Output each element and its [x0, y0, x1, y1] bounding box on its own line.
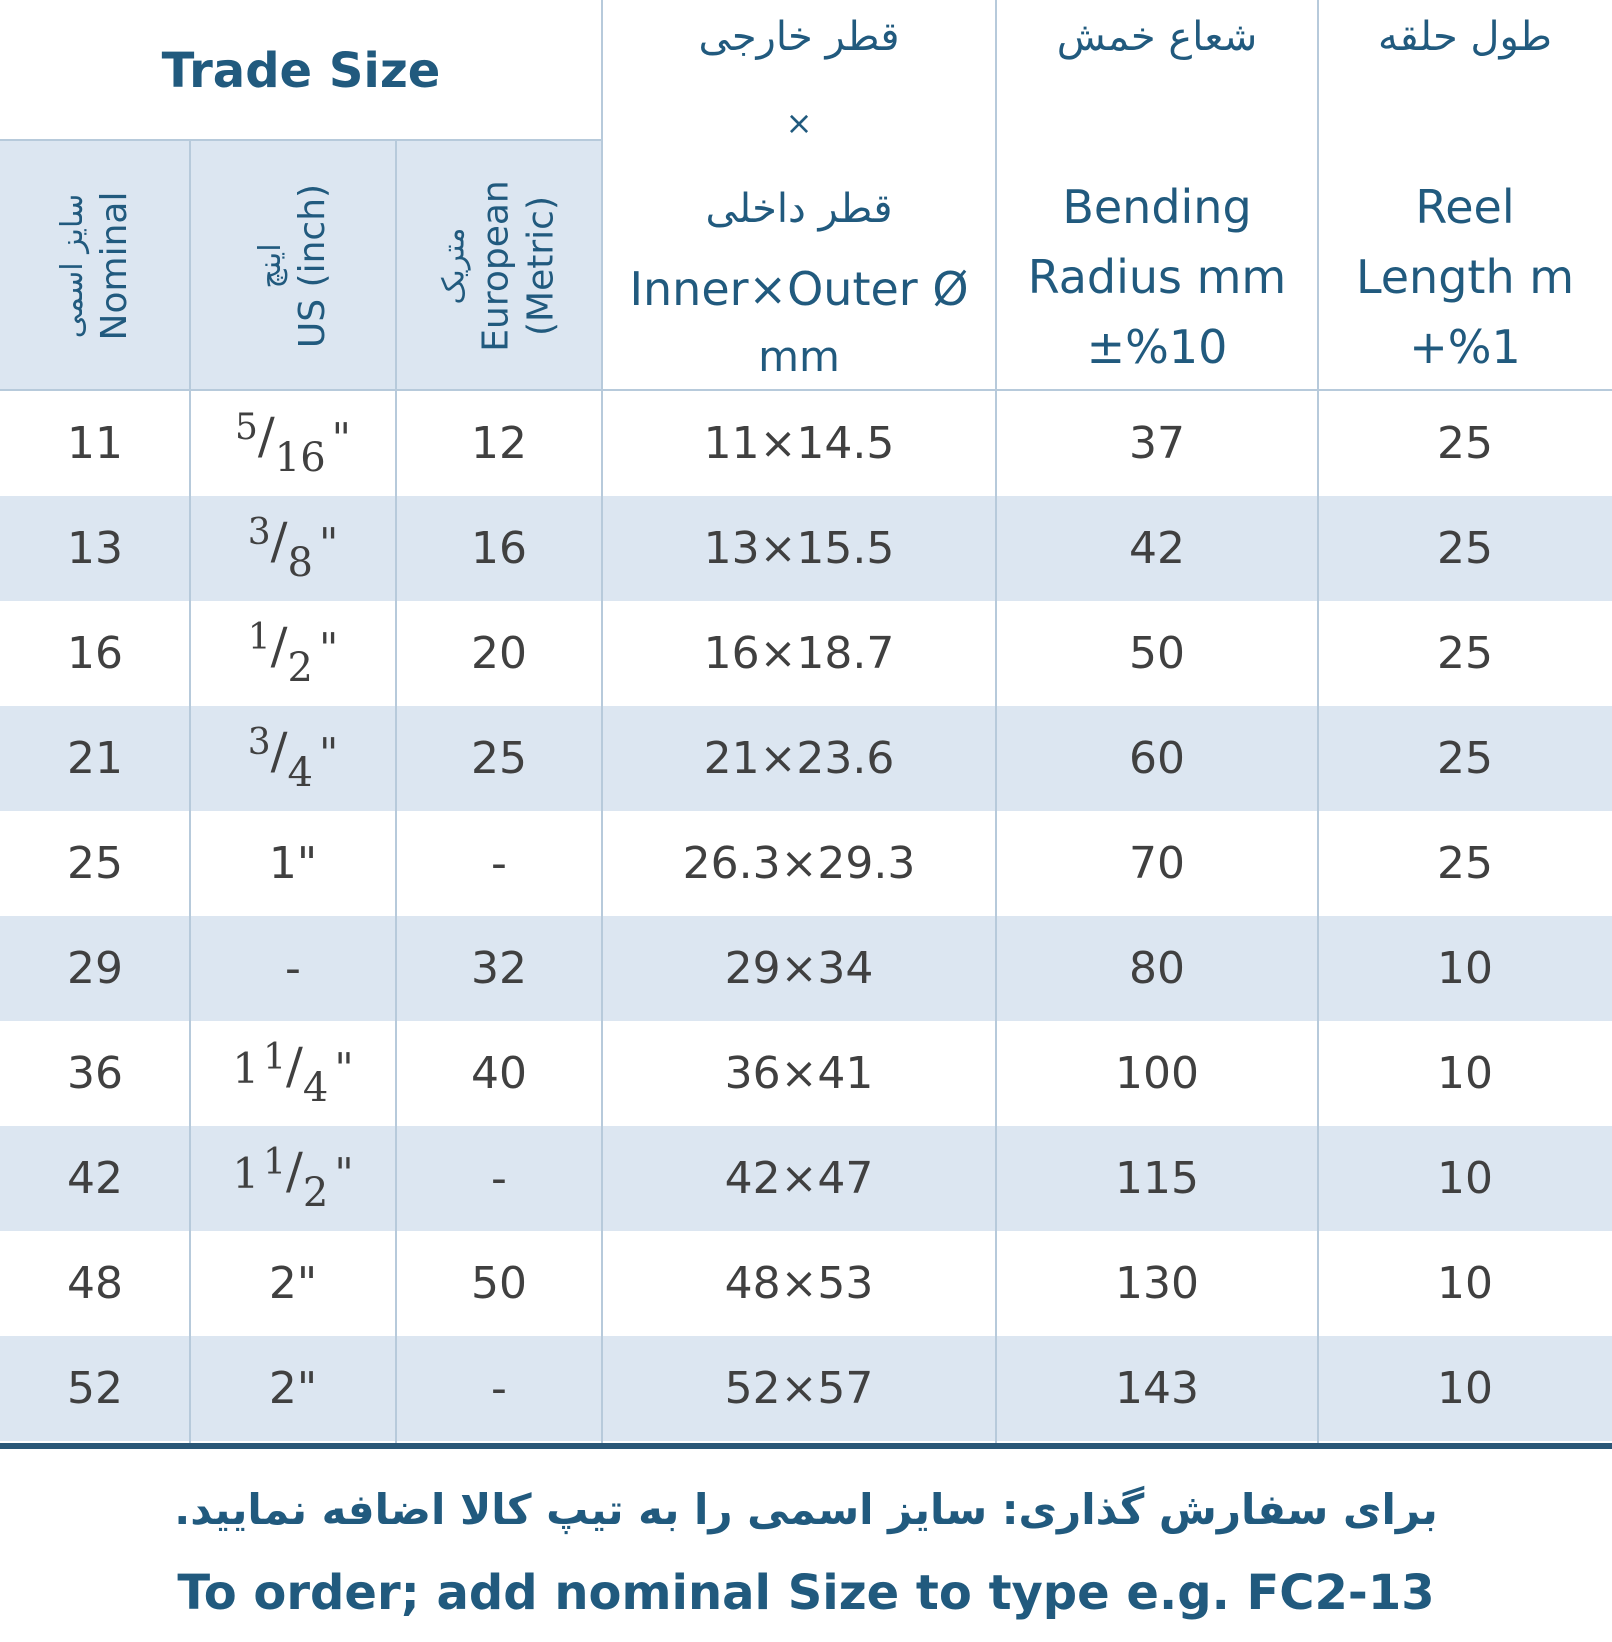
metric-cell: 50	[471, 1258, 527, 1309]
table-row	[0, 811, 1612, 916]
diameter-cell: 11×14.5	[703, 418, 895, 469]
column-divider	[189, 141, 191, 1447]
bending-header-en-1: Bending	[1062, 180, 1252, 234]
nominal-cell: 11	[67, 418, 123, 469]
table-row	[0, 496, 1612, 601]
reel-length-cell: 25	[1437, 418, 1493, 469]
reel-header-en-2: Length m	[1355, 250, 1575, 304]
trade-size-divider	[0, 139, 602, 141]
bending-radius-cell: 100	[1115, 1048, 1199, 1099]
us-inch-cell: 1"	[268, 838, 318, 889]
inch-mark: "	[331, 413, 351, 463]
order-note-fa: برای سفارش گذاری: سایز اسمی را به تیپ کالا اضافه نمایید.	[174, 1485, 1438, 1534]
diameter-cell: 36×41	[724, 1048, 874, 1099]
diameter-header	[602, 0, 996, 391]
bending-radius-cell: 115	[1115, 1153, 1199, 1204]
reel-length-cell: 10	[1437, 1258, 1493, 1309]
fraction-slash: /	[270, 511, 288, 570]
bending-header-en-3: ±%10	[1086, 320, 1228, 374]
fraction-denominator: 8	[287, 539, 313, 586]
inch-mark: "	[318, 518, 339, 568]
reel-length-header	[1318, 0, 1612, 391]
reel-header-fa: طول حلقه	[1378, 14, 1552, 60]
inch-mark: "	[334, 1043, 354, 1093]
nominal-cell: 25	[67, 838, 123, 889]
inch-mark: "	[318, 728, 339, 778]
diameter-cell: 26.3×29.3	[682, 838, 916, 889]
diameter-header-fa-outer: قطر خارجی	[698, 14, 900, 60]
diameter-header-fa-inner: قطر داخلی	[705, 186, 893, 232]
inch-fraction	[232, 1142, 353, 1216]
bending-radius-cell: 37	[1129, 418, 1185, 469]
metric-cell: -	[491, 1363, 507, 1414]
diameter-cell: 42×47	[724, 1153, 874, 1204]
us-inch-cell	[190, 1021, 396, 1126]
reel-length-cell: 10	[1437, 1153, 1493, 1204]
diameter-cell: 13×15.5	[703, 523, 895, 574]
nominal-cell: 36	[67, 1048, 123, 1099]
table-row	[0, 706, 1612, 811]
diameter-cell: 16×18.7	[703, 628, 895, 679]
column-divider	[395, 141, 397, 1447]
us-inch-cell: 2"	[268, 1258, 318, 1309]
table-row	[0, 601, 1612, 706]
fraction-numerator: 3	[247, 511, 271, 553]
nominal-header	[0, 141, 190, 391]
column-divider	[601, 0, 603, 1447]
us-inch-cell: -	[285, 943, 301, 994]
reel-length-cell: 25	[1437, 628, 1493, 679]
us-inch-cell: 2"	[268, 1363, 318, 1414]
us-inch-header-fa: اینچ	[252, 243, 288, 289]
reel-length-cell: 25	[1437, 523, 1493, 574]
diameter-cell: 21×23.6	[703, 733, 895, 784]
metric-header-fa: متریک	[436, 227, 472, 305]
inch-fraction	[248, 722, 339, 796]
fraction-slash: /	[257, 406, 275, 465]
metric-cell: -	[491, 1153, 507, 1204]
fraction-whole: 1	[232, 1043, 260, 1093]
bending-radius-cell: 70	[1129, 838, 1185, 889]
diameter-cell: 52×57	[724, 1363, 874, 1414]
table-row	[0, 391, 1612, 496]
metric-cell: 16	[471, 523, 527, 574]
table-bottom-rule	[0, 1443, 1612, 1449]
fraction-denominator: 16	[274, 434, 326, 481]
metric-header-en-2: (Metric)	[519, 195, 561, 337]
reel-length-cell: 10	[1437, 1048, 1493, 1099]
bending-radius-cell: 80	[1129, 943, 1185, 994]
fraction-denominator: 4	[287, 749, 313, 796]
column-divider	[995, 0, 997, 1447]
order-note-en: To order; add nominal Size to type e.g. FC2-13	[177, 1565, 1435, 1621]
metric-header-en-1: European	[474, 180, 516, 352]
fraction-slash: /	[270, 721, 288, 780]
bending-radius-cell: 143	[1115, 1363, 1199, 1414]
metric-cell: -	[491, 838, 507, 889]
fraction-numerator: 1	[247, 616, 271, 658]
table-row	[0, 1336, 1612, 1441]
bending-radius-cell: 50	[1129, 628, 1185, 679]
nominal-cell: 42	[67, 1153, 123, 1204]
fraction-slash: /	[270, 616, 288, 675]
reel-header-en-3: +%1	[1409, 320, 1521, 374]
bending-header-en-2: Radius mm	[1027, 250, 1287, 304]
table-row	[0, 1021, 1612, 1126]
metric-cell: 20	[471, 628, 527, 679]
bending-radius-header	[996, 0, 1318, 391]
fraction-whole: 1	[232, 1148, 260, 1198]
reel-header-en-1: Reel	[1415, 180, 1515, 234]
diameter-header-en-1: Inner×Outer Ø	[629, 262, 969, 316]
european-metric-header	[396, 141, 602, 391]
metric-cell: 40	[471, 1048, 527, 1099]
fraction-slash: /	[286, 1141, 303, 1200]
table-row	[0, 916, 1612, 1021]
us-inch-header	[190, 141, 396, 391]
table-row	[0, 1126, 1612, 1231]
bending-radius-cell: 130	[1115, 1258, 1199, 1309]
metric-cell: 25	[471, 733, 527, 784]
fraction-numerator: 5	[235, 406, 258, 448]
bending-radius-cell: 42	[1129, 523, 1185, 574]
diameter-cell: 29×34	[724, 943, 874, 994]
us-inch-cell	[190, 706, 396, 811]
fraction-numerator: 3	[247, 721, 271, 763]
header-divider	[0, 389, 1612, 391]
nominal-header-en: Nominal	[93, 191, 135, 341]
reel-length-cell: 10	[1437, 943, 1493, 994]
metric-cell: 12	[471, 418, 527, 469]
column-divider	[1317, 0, 1319, 1447]
reel-length-cell: 25	[1437, 733, 1493, 784]
inch-fraction	[248, 512, 339, 586]
inch-fraction	[248, 617, 339, 691]
trade-size-header	[0, 0, 602, 141]
us-inch-header-en: US (inch)	[291, 183, 333, 349]
diameter-cell: 48×53	[724, 1258, 874, 1309]
us-inch-cell	[190, 496, 396, 601]
fraction-numerator: 1	[263, 1036, 286, 1078]
metric-cell: 32	[471, 943, 527, 994]
fraction-slash: /	[286, 1036, 303, 1095]
diameter-header-en-2: mm	[758, 332, 840, 381]
us-inch-cell	[190, 391, 396, 496]
trade-size-label: Trade Size	[161, 42, 441, 99]
us-inch-cell	[190, 601, 396, 706]
nominal-cell: 29	[67, 943, 123, 994]
fraction-denominator: 2	[287, 644, 313, 691]
fraction-denominator: 2	[302, 1169, 329, 1216]
us-inch-cell	[190, 1126, 396, 1231]
bending-radius-cell: 60	[1129, 733, 1185, 784]
inch-mark: "	[334, 1148, 354, 1198]
reel-length-cell: 10	[1437, 1363, 1493, 1414]
fraction-denominator: 4	[302, 1064, 329, 1111]
nominal-cell: 16	[67, 628, 123, 679]
nominal-cell: 21	[67, 733, 123, 784]
nominal-cell: 13	[67, 523, 123, 574]
inch-fraction	[232, 1037, 353, 1111]
reel-length-cell: 25	[1437, 838, 1493, 889]
nominal-cell: 52	[67, 1363, 123, 1414]
nominal-header-fa: سایز اسمی	[54, 193, 90, 339]
table-row	[0, 1231, 1612, 1336]
nominal-cell: 48	[67, 1258, 123, 1309]
inch-fraction	[235, 407, 351, 481]
diameter-header-times: ×	[785, 104, 813, 142]
bending-header-fa: شعاع خمش	[1056, 14, 1258, 60]
fraction-numerator: 1	[263, 1141, 286, 1183]
inch-mark: "	[318, 623, 339, 673]
